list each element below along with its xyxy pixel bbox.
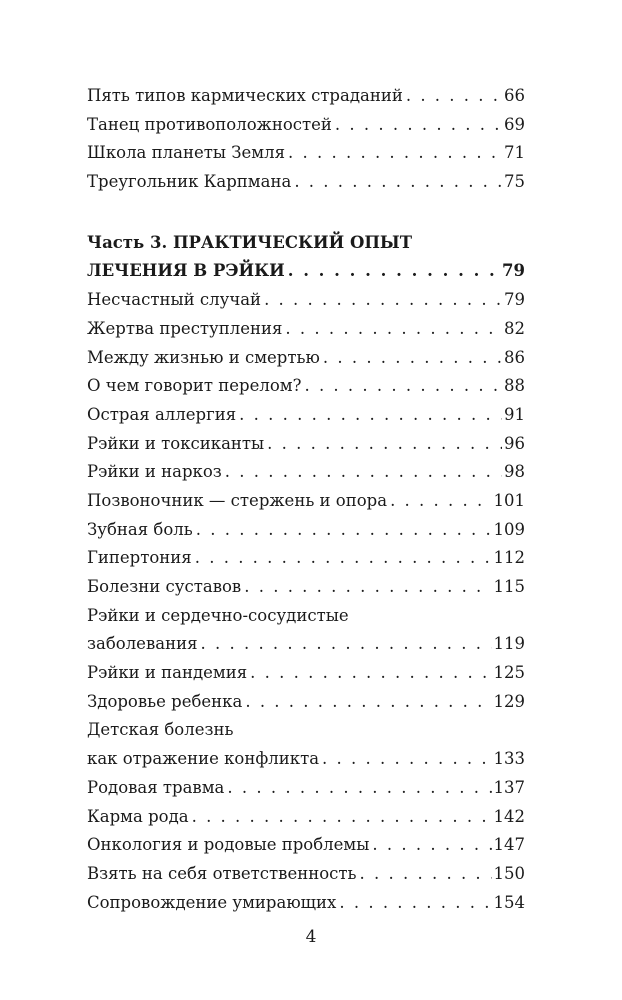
entry-page: 125: [493, 663, 525, 683]
entry-page: 119: [493, 634, 525, 654]
entry-page: 82: [504, 318, 525, 338]
entry-page: 101: [493, 490, 525, 510]
entry-title: Здоровье ребенка: [87, 691, 243, 711]
toc-entry: [87, 889, 525, 918]
dot-leader: [244, 573, 491, 602]
toc-entry: [87, 401, 525, 430]
entry-title: Карма рода: [87, 806, 189, 826]
entry-page: 69: [504, 114, 525, 134]
dot-leader: [335, 111, 502, 140]
dot-leader: [285, 315, 502, 344]
dot-leader: [372, 831, 491, 860]
entry-title: Рэйки и пандемия: [87, 663, 248, 683]
toc-entry: [87, 458, 525, 487]
toc-entry: [87, 745, 525, 774]
entry-title: Зубная боль: [87, 519, 193, 539]
dot-leader: [323, 344, 502, 373]
entry-page: 75: [504, 172, 525, 192]
entry-title: Пять типов кармических страданий: [87, 86, 403, 105]
entry-page: 86: [504, 347, 525, 367]
toc-entry: [87, 516, 525, 545]
part-heading-line2: [87, 257, 525, 286]
entry-page: 112: [493, 548, 525, 568]
dot-leader: [406, 82, 502, 111]
entry-title: Острая аллергия: [87, 404, 237, 424]
entry-page: 142: [493, 806, 525, 826]
toc-entry: [87, 659, 525, 688]
dot-leader: [225, 458, 502, 487]
toc-entry-line1: Рэйки и сердечно-сосудистые: [87, 605, 349, 625]
entry-title: Гипертония: [87, 548, 192, 568]
toc-entry: [87, 286, 525, 315]
entry-page: 147: [493, 835, 525, 855]
entry-page: 98: [504, 462, 525, 482]
entry-title: Между жизнью и смертью: [87, 347, 320, 367]
part-heading-line1: Часть 3. ПРАКТИЧЕСКИЙ ОПЫТ: [87, 232, 413, 252]
entry-title: Жертва преступления: [87, 318, 283, 338]
dot-leader: [360, 860, 492, 889]
entry-title: Родовая травма: [87, 777, 225, 797]
entry-page: 66: [504, 86, 525, 105]
dot-leader: [196, 516, 492, 545]
toc-entry: [87, 139, 525, 168]
section-gap: [87, 197, 525, 229]
entry-title: Рэйки и наркоз: [87, 462, 222, 482]
entry-page: 88: [504, 376, 525, 396]
entry-title: Несчастный случай: [87, 290, 262, 310]
toc-entry: [87, 111, 525, 140]
toc-entry: [87, 82, 525, 111]
dot-leader: [200, 630, 491, 659]
page-number: 4: [305, 927, 317, 947]
toc-entry: [87, 573, 525, 602]
toc-entry: [87, 688, 525, 717]
toc-entry: [87, 630, 525, 659]
part-heading-page: 79: [502, 261, 525, 281]
toc-entry: [87, 860, 525, 889]
dot-leader: [390, 487, 491, 516]
part-heading-title: ЛЕЧЕНИЯ В РЭЙКИ: [87, 261, 285, 281]
entry-title: Треугольник Карпмана: [87, 172, 292, 192]
entry-page: 115: [493, 577, 525, 596]
toc-entry: [87, 430, 525, 459]
entry-title: Онкология и родовые проблемы: [87, 835, 370, 855]
toc-entry: [87, 344, 525, 373]
dot-leader: [339, 889, 491, 918]
entry-page: 96: [504, 433, 525, 453]
entry-page: 150: [493, 863, 525, 883]
entry-page: 137: [493, 777, 525, 797]
toc-entry: [87, 803, 525, 832]
dot-leader: [294, 168, 502, 197]
entry-title: заболевания: [87, 634, 198, 654]
entry-title: Болезни суставов: [87, 577, 242, 596]
toc-entry: [87, 168, 525, 197]
entry-page: 91: [504, 404, 525, 424]
entry-page: 79: [504, 290, 525, 310]
dot-leader: [288, 257, 500, 286]
dot-leader: [195, 544, 492, 573]
toc-entry: [87, 315, 525, 344]
dot-leader: [304, 372, 502, 401]
entry-page: 109: [493, 519, 525, 539]
dot-leader: [239, 401, 502, 430]
entry-page: 154: [493, 892, 525, 912]
dot-leader: [322, 745, 491, 774]
dot-leader: [288, 139, 502, 168]
toc-entry: [87, 774, 525, 803]
toc-entry: [87, 544, 525, 573]
entry-title: Позвоночник — стержень и опора: [87, 490, 388, 510]
dot-leader: [264, 286, 502, 315]
entry-page: 133: [493, 749, 525, 769]
entry-title: как отражение конфликта: [87, 749, 320, 769]
toc-entry-line1: Детская болезнь: [87, 720, 234, 740]
toc-entry: [87, 487, 525, 516]
dot-leader: [192, 803, 492, 832]
entry-title: Взять на себя ответственность: [87, 863, 357, 883]
dot-leader: [250, 659, 491, 688]
dot-leader: [227, 774, 491, 803]
table-of-contents: [87, 82, 525, 917]
toc-entry: [87, 831, 525, 860]
entry-page: 71: [504, 143, 525, 163]
entry-title: Сопровождение умирающих: [87, 892, 337, 912]
entry-page: 129: [493, 691, 525, 711]
dot-leader: [245, 688, 491, 717]
toc-entry: [87, 372, 525, 401]
dot-leader: [267, 430, 502, 459]
entry-title: О чем говорит перелом?: [87, 376, 302, 396]
entry-title: Танец противоположностей: [87, 114, 332, 134]
entry-title: Школа планеты Земля: [87, 143, 285, 163]
entry-title: Рэйки и токсиканты: [87, 433, 265, 453]
